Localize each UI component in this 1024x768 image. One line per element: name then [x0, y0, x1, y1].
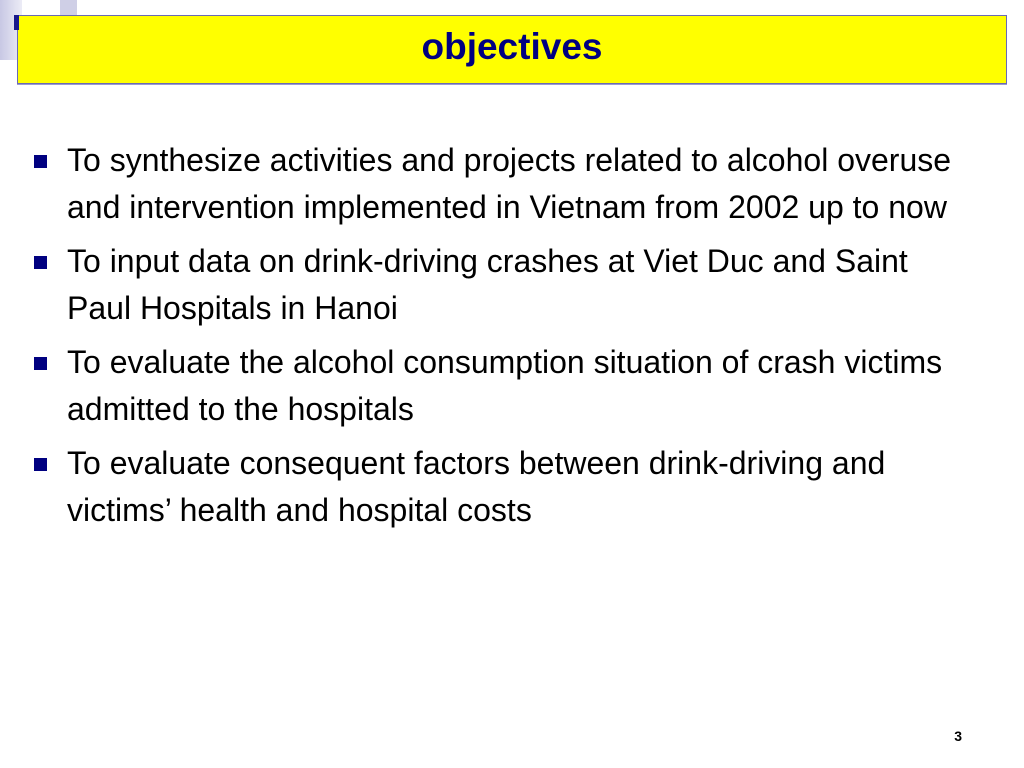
list-item: [32, 339, 952, 433]
slide-title: objectives: [421, 25, 603, 67]
page-number: 3: [954, 728, 962, 744]
square-bullet-icon: [34, 357, 47, 370]
square-bullet-icon: [34, 256, 47, 269]
square-bullet-icon: [34, 155, 47, 168]
decorative-block: [60, 0, 77, 16]
objectives-list: [32, 137, 952, 541]
list-item: [32, 238, 952, 332]
square-bullet-icon: [34, 458, 47, 471]
decorative-bar: [14, 15, 19, 30]
bullet-text: To evaluate the alcohol consumption situation of crash victims admitted to the hospitals: [67, 344, 943, 427]
list-item: [32, 440, 952, 534]
bullet-text: To synthesize activities and projects related to alcohol overuse and intervention implemented in Vietnam from 2002 up to now: [67, 142, 952, 225]
bullet-text: To evaluate consequent factors between drink-driving and victims’ health and hospital costs: [67, 445, 886, 528]
title-banner: [17, 15, 1007, 84]
bullet-text: To input data on drink-driving crashes at Viet Duc and Saint Paul Hospitals in Hanoi: [67, 243, 908, 326]
list-item: [32, 137, 952, 231]
